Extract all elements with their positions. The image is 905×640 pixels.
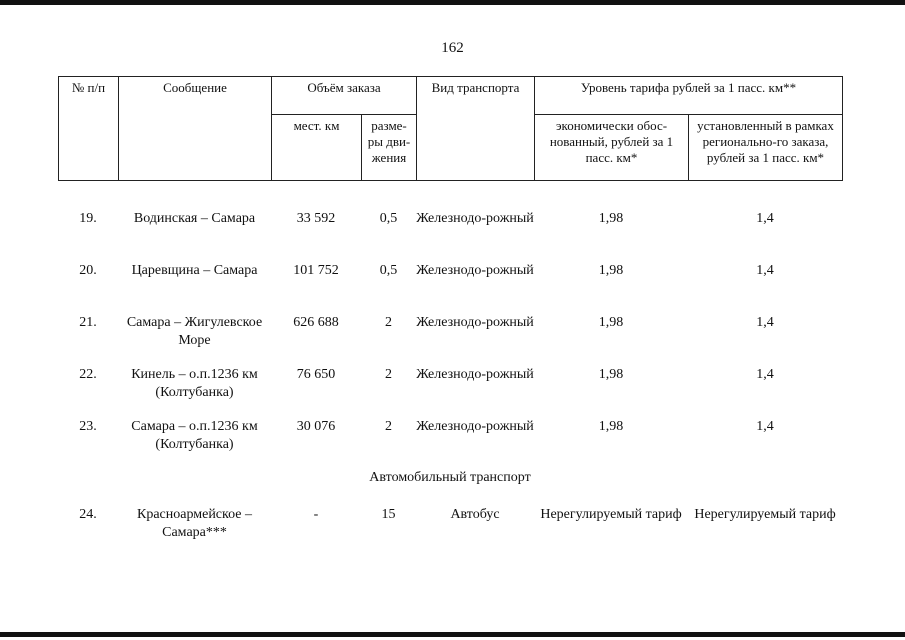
row-size: 15 <box>381 507 396 522</box>
row-reg: Нерегулируемый тариф <box>694 507 836 522</box>
page-number: 162 <box>441 40 464 56</box>
table-header <box>58 76 843 181</box>
header-volume-seats: мест. км <box>272 115 362 181</box>
row-econ: 1,98 <box>598 419 624 434</box>
row-num: 19. <box>79 211 97 226</box>
header-num: № п/п <box>59 77 119 181</box>
table-row <box>58 366 842 418</box>
row-seats: 101 752 <box>293 263 339 278</box>
rail-rows <box>58 210 842 470</box>
header-volume-sizes: разме-ры дви-жения <box>362 115 417 181</box>
row-econ: 1,98 <box>598 315 624 330</box>
row-num: 24. <box>79 507 97 522</box>
row-transport: Автобус <box>450 507 500 522</box>
row-seats: - <box>313 507 319 522</box>
row-route: Самара – о.п.1236 км (Колтубанка) <box>131 419 258 452</box>
row-size: 0,5 <box>379 263 398 278</box>
table-row <box>58 418 842 470</box>
header-tariff-econ: экономически обос-нованный, рублей за 1 пасс. км* <box>535 115 689 181</box>
row-num: 22. <box>79 367 97 382</box>
row-reg: 1,4 <box>756 367 774 382</box>
row-size: 2 <box>385 419 392 434</box>
section-title: Автомобильный транспорт <box>369 470 531 485</box>
row-seats: 626 688 <box>293 315 339 330</box>
row-route: Водинская – Самара <box>133 211 256 226</box>
row-transport: Железнодо-рожный <box>416 263 534 278</box>
row-transport: Железнодо-рожный <box>416 315 534 330</box>
row-size: 2 <box>385 315 392 330</box>
row-seats: 76 650 <box>296 367 336 382</box>
bottom-border <box>0 632 905 637</box>
row-econ: Нерегулируемый тариф <box>540 507 682 522</box>
row-transport: Железнодо-рожный <box>416 211 534 226</box>
table-row <box>58 262 842 314</box>
table-row <box>58 506 842 558</box>
row-seats: 30 076 <box>296 419 336 434</box>
row-route: Самара – Жигулевское Море <box>126 315 263 348</box>
top-border <box>0 0 905 5</box>
row-econ: 1,98 <box>598 367 624 382</box>
table-row <box>58 210 842 262</box>
row-num: 23. <box>79 419 97 434</box>
row-reg: 1,4 <box>756 315 774 330</box>
header-volume: Объём заказа <box>272 77 417 115</box>
row-size: 0,5 <box>379 211 398 226</box>
row-econ: 1,98 <box>598 263 624 278</box>
row-reg: 1,4 <box>756 263 774 278</box>
header-tariff: Уровень тарифа рублей за 1 пасс. км** <box>535 77 843 115</box>
row-reg: 1,4 <box>756 419 774 434</box>
row-num: 20. <box>79 263 97 278</box>
header-tariff-reg: установленный в рамках регионально-го заказа, рублей за 1 пасс. км* <box>689 115 843 181</box>
row-route: Красноармейское – Самара*** <box>136 507 252 540</box>
header-transport: Вид транспорта <box>417 77 535 181</box>
row-transport: Железнодо-рожный <box>416 419 534 434</box>
auto-rows <box>58 506 842 558</box>
row-route: Царевщина – Самара <box>131 263 258 278</box>
row-route: Кинель – о.п.1236 км (Колтубанка) <box>131 367 258 400</box>
table-row <box>58 314 842 366</box>
row-num: 21. <box>79 315 97 330</box>
row-seats: 33 592 <box>296 211 336 226</box>
row-reg: 1,4 <box>756 211 774 226</box>
row-econ: 1,98 <box>598 211 624 226</box>
header-route: Сообщение <box>119 77 272 181</box>
row-transport: Железнодо-рожный <box>416 367 534 382</box>
row-size: 2 <box>385 367 392 382</box>
